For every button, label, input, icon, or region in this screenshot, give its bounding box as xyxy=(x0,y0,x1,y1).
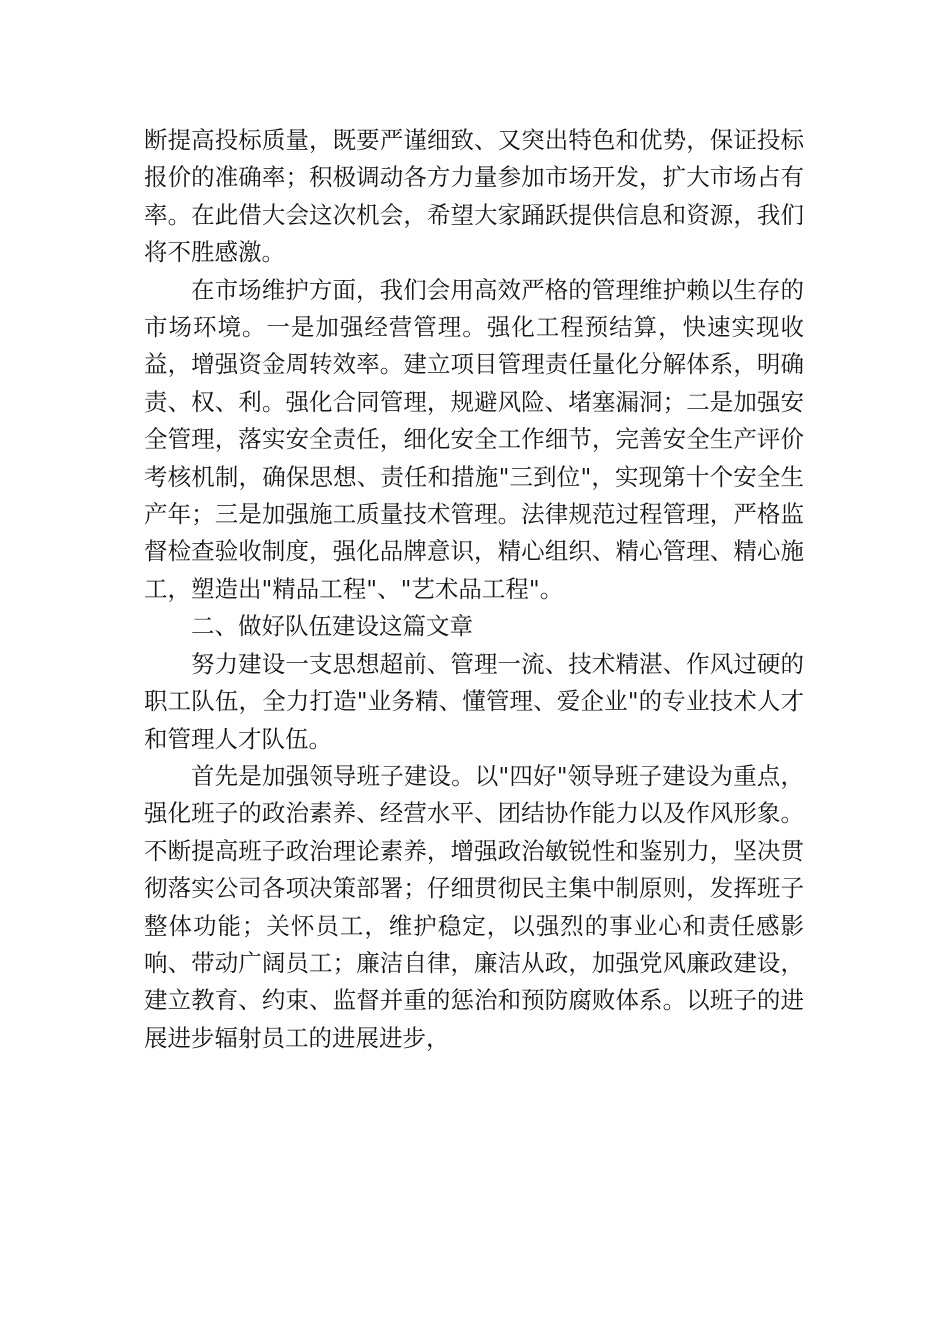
paragraph-bidding: 断提高投标质量，既要严谨细致、又突出特色和优势，保证投标报价的准确率；积极调动各方力量参加市场开发，扩大市场占有率。在此借大会这次机会，希望大家踊跃提供信息和资源，我们将不胜感激。 xyxy=(144,126,804,267)
paragraph-market-maintenance: 在市场维护方面，我们会用高效严格的管理维护赖以生存的市场环境。一是加强经营管理。强化工程预结算，快速实现收益，增强资金周转效率。建立项目管理责任量化分解体系，明确责、权、利。强化合同管理，规避风险、堵塞漏洞；二是加强安全管理，落实安全责任，细化安全工作细节，完善安全生产评价考核机制，确保思想、责任和措施"三到位"，实现第十个安全生产年；三是加强施工质量技术管理。法律规范过程管理，严格监督检查验收制度，强化品牌意识，精心组织、精心管理、精心施工，塑造出"精品工程"、"艺术品工程"。 xyxy=(144,275,804,603)
section-heading-team-building: 二、做好队伍建设这篇文章 xyxy=(191,612,473,641)
paragraph-workforce: 努力建设一支思想超前、管理一流、技术精湛、作风过硬的职工队伍，全力打造"业务精、懂管理、爱企业"的专业技术人才和管理人才队伍。 xyxy=(144,649,804,753)
paragraph-leadership: 首先是加强领导班子建设。以"四好"领导班子建设为重点，强化班子的政治素养、经营水平、团结协作能力以及作风形象。不断提高班子政治理论素养，增强政治敏锐性和鉴别力，坚决贯彻落实公司各项决策部署；仔细贯彻民主集中制原则，发挥班子整体功能；关怀员工，维护稳定，以强烈的事业心和责任感影响、带动广阔员工；廉洁自律，廉洁从政，加强党风廉政建设，建立教育、约束、监督并重的惩治和预防腐败体系。以班子的进展进步辐射员工的进展进步， xyxy=(144,761,804,1052)
document-body xyxy=(144,122,804,1057)
